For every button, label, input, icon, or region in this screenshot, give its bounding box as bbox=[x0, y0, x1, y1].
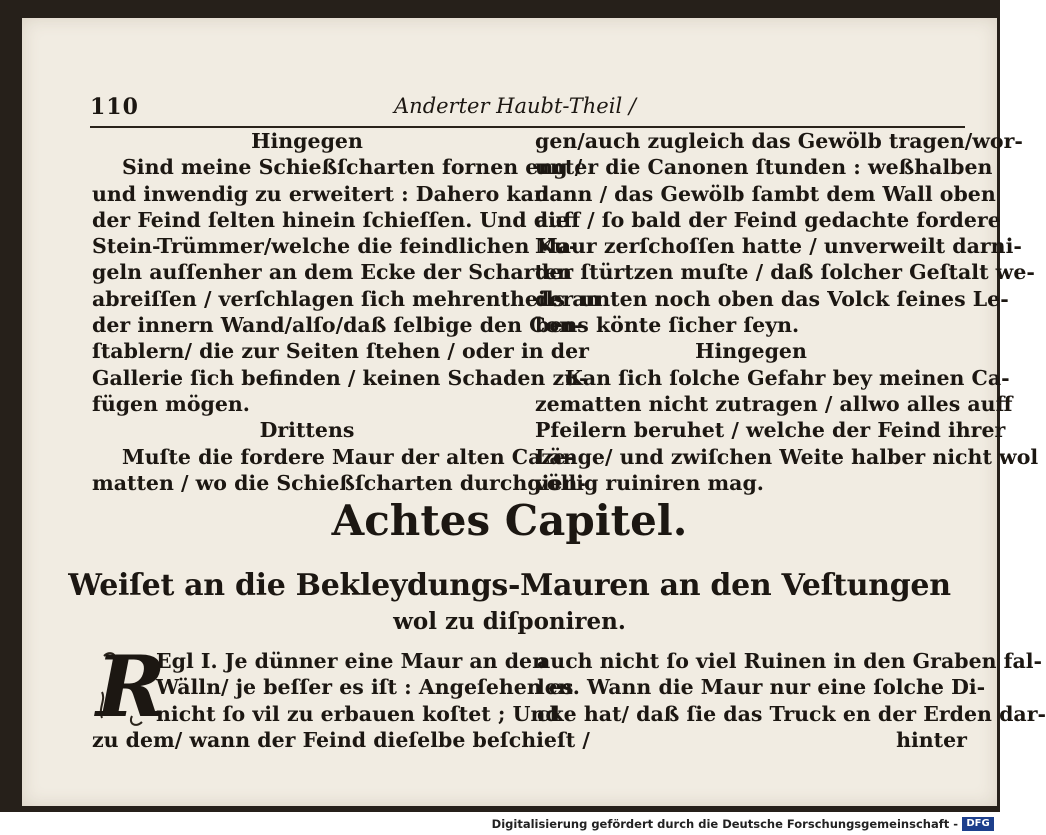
text-line: nicht ſo vil zu erbauen koſtet ; Und bbox=[156, 701, 560, 726]
text-line: Hingegen bbox=[251, 129, 363, 153]
digitization-credit-bar bbox=[0, 815, 1000, 835]
text-line: auch nicht ſo viel Ruinen in den Graben fal- bbox=[537, 649, 1043, 673]
text-line: abreiſſen / verſchlagen ſich mehrentheils an bbox=[92, 286, 601, 311]
text-line: Länge/ und zwiſchen Weite halber nicht wol bbox=[535, 444, 1039, 469]
running-header bbox=[22, 86, 997, 120]
chapter-heading: Achtes Capitel. bbox=[331, 496, 688, 545]
book-page bbox=[22, 18, 1046, 806]
right-column-bottom bbox=[537, 648, 1046, 753]
text-line: matten / wo die Schießſcharten durchgien- bbox=[92, 470, 586, 495]
text-line: geln auſſenher an dem Ecke der Scharten bbox=[92, 260, 572, 285]
text-line: ſtablern/ die zur Seiten ſtehen / oder in der bbox=[92, 339, 589, 364]
right-column-top bbox=[535, 128, 1039, 496]
dfg-logo-icon: DFG bbox=[962, 817, 994, 831]
text-line: der innern Wand/alſo/daß ſelbige den Con- bbox=[92, 313, 583, 338]
text-line: der unten noch oben das Volck ſeines Le- bbox=[535, 286, 1009, 311]
text-line: der Feind ſelten hinein ſchieſſen. Und die bbox=[92, 207, 569, 232]
text-line: gen/auch zugleich das Gewölb tragen/wor- bbox=[535, 129, 1023, 153]
drop-cap-letter: R bbox=[96, 637, 166, 736]
text-line: Sind meine Schießſcharten fornen eng / bbox=[122, 155, 583, 180]
text-line: Muſte die fordere Maur der alten Caze- bbox=[122, 444, 575, 469]
text-line: unter die Canonen ſtunden : weßhalben bbox=[535, 155, 993, 180]
text-line: Kan ſich ſolche Gefahr bey meinen Ca- bbox=[565, 365, 1010, 390]
left-column-top bbox=[92, 128, 601, 496]
chapter-subtitle-line-1: Weiſet an die Bekleydungs-Mauren an den Veſtungen bbox=[68, 568, 951, 603]
text-line: und inwendig zu erweitert : Dahero kan bbox=[92, 181, 549, 206]
digitization-credit: Digitalisierung gefördert durch die Deutsche Forschungsgemeinschaft - bbox=[491, 817, 958, 831]
text-line: zu dem/ wann der Feind dieſelbe beſchieſt / bbox=[92, 727, 590, 752]
text-line: bens könte ſicher ſeyn. bbox=[535, 313, 800, 338]
text-line: völlig ruiniren mag. bbox=[535, 470, 764, 495]
text-line: Pfeilern beruhet / welche der Feind ihrer bbox=[535, 418, 1006, 443]
text-line: len. Wann die Maur nur eine ſolche Di- bbox=[537, 675, 986, 700]
text-line: Stein-Trümmer/welche die feindlichen Ku- bbox=[92, 234, 578, 259]
text-line: zematten nicht zutragen / allwo alles auff bbox=[535, 391, 1013, 416]
text-line: dann / das Gewölb ſambt dem Wall oben bbox=[535, 181, 996, 206]
text-line: Wälln/ je beſſer es iſt : Angeſehen es bbox=[156, 675, 574, 700]
text-line: Hingegen bbox=[695, 339, 807, 364]
chapter-subtitle-line-2: wol zu diſponiren. bbox=[393, 608, 626, 635]
text-line: cke hat/ daß ſie das Truck en der Erden dar- bbox=[537, 701, 1046, 726]
page-number: 110 bbox=[90, 94, 139, 120]
text-line: Maur zerſchoſſen hatte / unverweilt darni- bbox=[535, 234, 1022, 259]
text-line: fügen mögen. bbox=[92, 391, 250, 416]
text-line: Egl I. Je dünner eine Maur an den bbox=[156, 649, 547, 673]
text-line: auff / ſo bald der Feind gedachte fordere bbox=[535, 207, 1001, 232]
drop-cap-box bbox=[96, 637, 166, 736]
text-line: Drittens bbox=[259, 418, 355, 443]
text-line: Gallerie ſich befinden / keinen Schaden zu- bbox=[92, 365, 588, 390]
show-through-bleed bbox=[522, 48, 982, 88]
running-title: Anderter Haubt-Theil / bbox=[394, 94, 636, 118]
text-line: der ſtürtzen muſte / daß ſolcher Geſtalt we- bbox=[535, 260, 1035, 285]
text-line: hinter bbox=[896, 727, 967, 752]
